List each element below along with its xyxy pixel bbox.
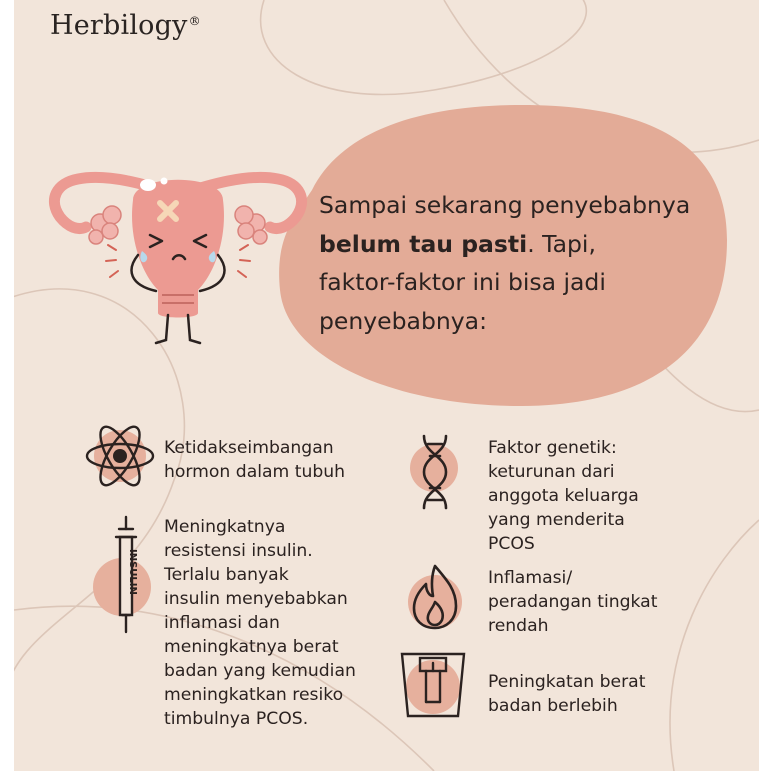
syringe-insulin-label: INSULIN	[127, 549, 138, 595]
headline-line-3: faktor-faktor ini bisa jadi	[319, 268, 606, 296]
factor-insulin-text: Meningkatnya resistensi insulin. Terlalu banyak insulin menyebabkan inflamasi dan meningkatnya berat badan yang kemudian meningkatkan resiko timbulnya PCOS.	[164, 517, 356, 729]
dna-icon	[404, 432, 468, 512]
syringe-icon	[86, 515, 162, 635]
headline-line-1: Sampai sekarang penyebabnya	[319, 191, 691, 219]
headline-text	[319, 186, 739, 340]
factor-inflammation-text: Inflamasi/ peradangan tingkat rendah	[488, 568, 658, 636]
atom-icon	[82, 418, 158, 494]
factor-hormone-text: Ketidakseimbangan hormon dalam tubuh	[164, 438, 346, 482]
headline-line-4: penyebabnya:	[319, 306, 487, 335]
headline-bold-phrase: belum tau pasti	[319, 229, 528, 258]
headline-line-2	[319, 225, 739, 264]
flame-icon	[402, 562, 468, 634]
registered-mark: ®	[188, 14, 201, 28]
uterus-mascot-illustration	[38, 155, 318, 355]
brand-logo	[50, 10, 201, 41]
weight-scale-icon	[398, 650, 468, 720]
factor-genetic-text: Faktor genetik: keturunan dari anggota keluarga yang menderita PCOS	[488, 438, 639, 554]
factor-weight-text: Peningkatan berat badan berlebih	[488, 672, 646, 716]
infographic-page	[14, 0, 759, 771]
headline-line-2-tail: . Tapi,	[527, 229, 596, 258]
brand-logo-text: Herbilogy	[50, 10, 188, 41]
